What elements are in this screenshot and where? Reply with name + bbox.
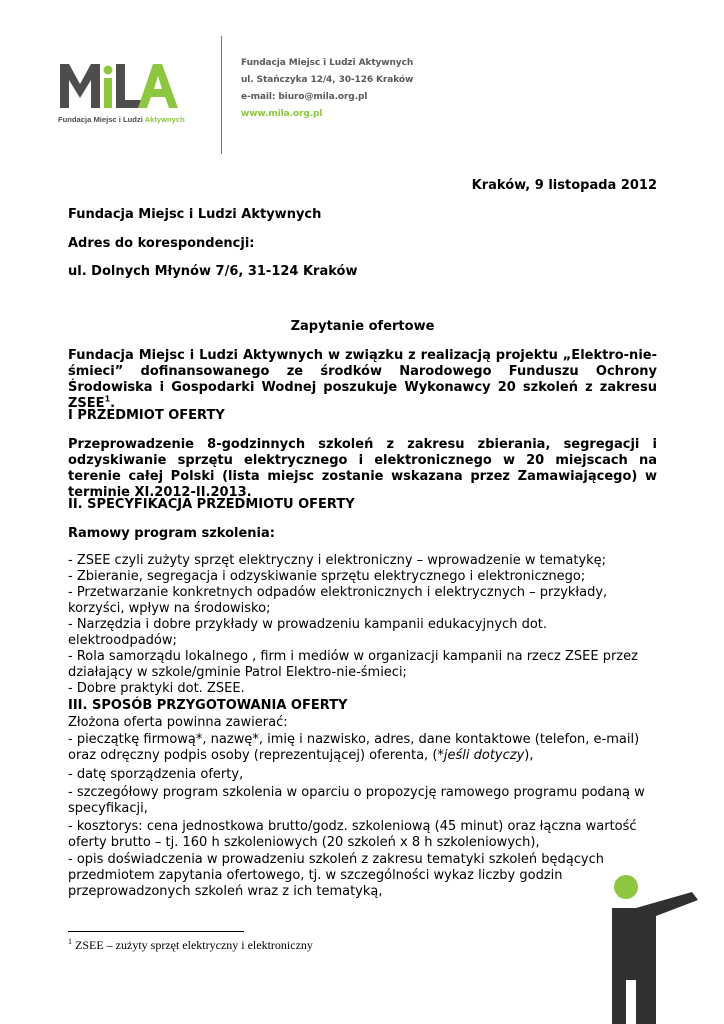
- offer-item-1-end: ),: [524, 748, 534, 763]
- sender-name: Fundacja Miejsc i Ludzi Aktywnych: [68, 207, 322, 222]
- footnote-reference[interactable]: 1: [104, 394, 111, 404]
- list-item: - Zbieranie, segregacja i odzyskiwanie sprzętu elektrycznego i elektronicznego;: [68, 569, 586, 584]
- letterhead-website[interactable]: www.mila.org.pl: [241, 109, 323, 119]
- intro-text: Fundacja Miejsc i Ludzi Aktywnych w związku z realizacją projektu „Elektro-nie-śmieci” dofinansowanego ze środków Narodowego Funduszu Ochrony Środowiska i Gospodarki Wodnej poszukuje Wykonawcy 20 szkoleń z zakresu ZSEE: [68, 348, 657, 411]
- letterhead-address: ul. Stańczyka 12/4, 30-126 Kraków: [241, 75, 414, 85]
- footnote-text: ZSEE – zużyty sprzęt elektryczny i elektroniczny: [72, 938, 313, 952]
- section-3-lead: Złożona oferta powinna zawierać:: [68, 715, 288, 730]
- logo-tagline-part1: Fundacja Miejsc i Ludzi: [58, 115, 145, 124]
- letterhead-org-name: Fundacja Miejsc i Ludzi Aktywnych: [241, 58, 414, 68]
- logo-tagline-part2: Aktywnych: [144, 115, 185, 124]
- list-item: - Narzędzia i dobre przykłady w prowadzeniu kampanii edukacyjnych dot. elektroodpadów;: [68, 617, 548, 648]
- letter-date: Kraków, 9 listopada 2012: [471, 178, 657, 193]
- section-2-heading: II. SPECYFIKACJA PRZEDMIOTU OFERTY: [68, 497, 355, 512]
- letterhead-email[interactable]: e-mail: biuro@mila.org.pl: [241, 92, 368, 102]
- section-1-body: Przeprowadzenie 8-godzinnych szkoleń z zakresu zbierania, segregacji i odzyskiwanie sprzętu elektrycznego i elektronicznego w 20 miejscach na terenie całej Polski (lista miejsc zostanie wskazana przez Zamawiającego) w terminie XI.2012-II.2013.: [68, 437, 657, 500]
- intro-paragraph: [68, 348, 657, 412]
- brand-figure-graphic: [592, 872, 704, 1024]
- offer-item-experience: - opis doświadczenia w prowadzeniu szkoleń z zakresu tematyki szkoleń będących przedmiotem zapytania ofertowego, tj. w szczególności wykaz liczby godzin przeprowadzonych szkoleń wraz z ich tematyką,: [68, 852, 604, 899]
- mila-logo-mark: [60, 64, 178, 108]
- section-1-heading: I PRZEDMIOT OFERTY: [68, 408, 225, 423]
- list-item: - Przetwarzanie konkretnych odpadów elektronicznych i elektrycznych – przykłady, korzyści, wpływ na środowisko;: [68, 585, 608, 616]
- offer-item-1-text: - pieczątkę firmową*, nazwę*, imię i nazwisko, adres, dane kontaktowe (telefon, e-mail) oraz odręczny podpis osoby (reprezentującej) oferenta, (*: [68, 732, 640, 763]
- offer-item-date: - datę sporządzenia oferty,: [68, 767, 244, 782]
- correspondence-label: Adres do korespondencji:: [68, 236, 255, 251]
- footnote-number: 1: [68, 937, 72, 946]
- section-3-heading: III. SPOSÓB PRZYGOTOWANIA OFERTY: [68, 698, 348, 713]
- svg-text:Fundacja Miejsc i Ludzi Aktywn: [58, 115, 185, 124]
- offer-item-program: - szczegółowy program szkolenia w oparciu o propozycję ramowego programu podaną w specyfikacji,: [68, 785, 645, 816]
- list-item: - ZSEE czyli zużyty sprzęt elektryczny i elektroniczny – wprowadzenie w tematykę;: [68, 553, 607, 568]
- list-item: - Rola samorządu lokalnego , firm i mediów w organizacji kampanii na rzecz ZSEE przez działający w szkole/gminie Patrol Elektro-nie-śmieci;: [68, 649, 638, 680]
- mila-logo: [58, 60, 200, 126]
- letterhead-divider: [221, 36, 222, 154]
- offer-item-budget: - kosztorys: cena jednostkowa brutto/godz. szkoleniową (45 minut) oraz łączna wartość oferty brutto – tj. 160 h szkoleniowych (20 szkoleń x 8 h szkoleniowych),: [68, 819, 637, 850]
- offer-item-1-italic: jeśli dotyczy: [443, 748, 525, 763]
- footnote-separator: [68, 931, 244, 932]
- program-list: [68, 553, 657, 697]
- intro-end: .: [110, 396, 116, 411]
- document-title: Zapytanie ofertowe: [290, 319, 435, 334]
- program-subheading: Ramowy program szkolenia:: [68, 526, 275, 541]
- list-item: - Dobre praktyki dot. ZSEE.: [68, 681, 245, 696]
- offer-item-stamp-signature: [68, 732, 657, 764]
- footnote: [68, 938, 313, 953]
- correspondence-address: ul. Dolnych Młynów 7/6, 31-124 Kraków: [68, 264, 358, 279]
